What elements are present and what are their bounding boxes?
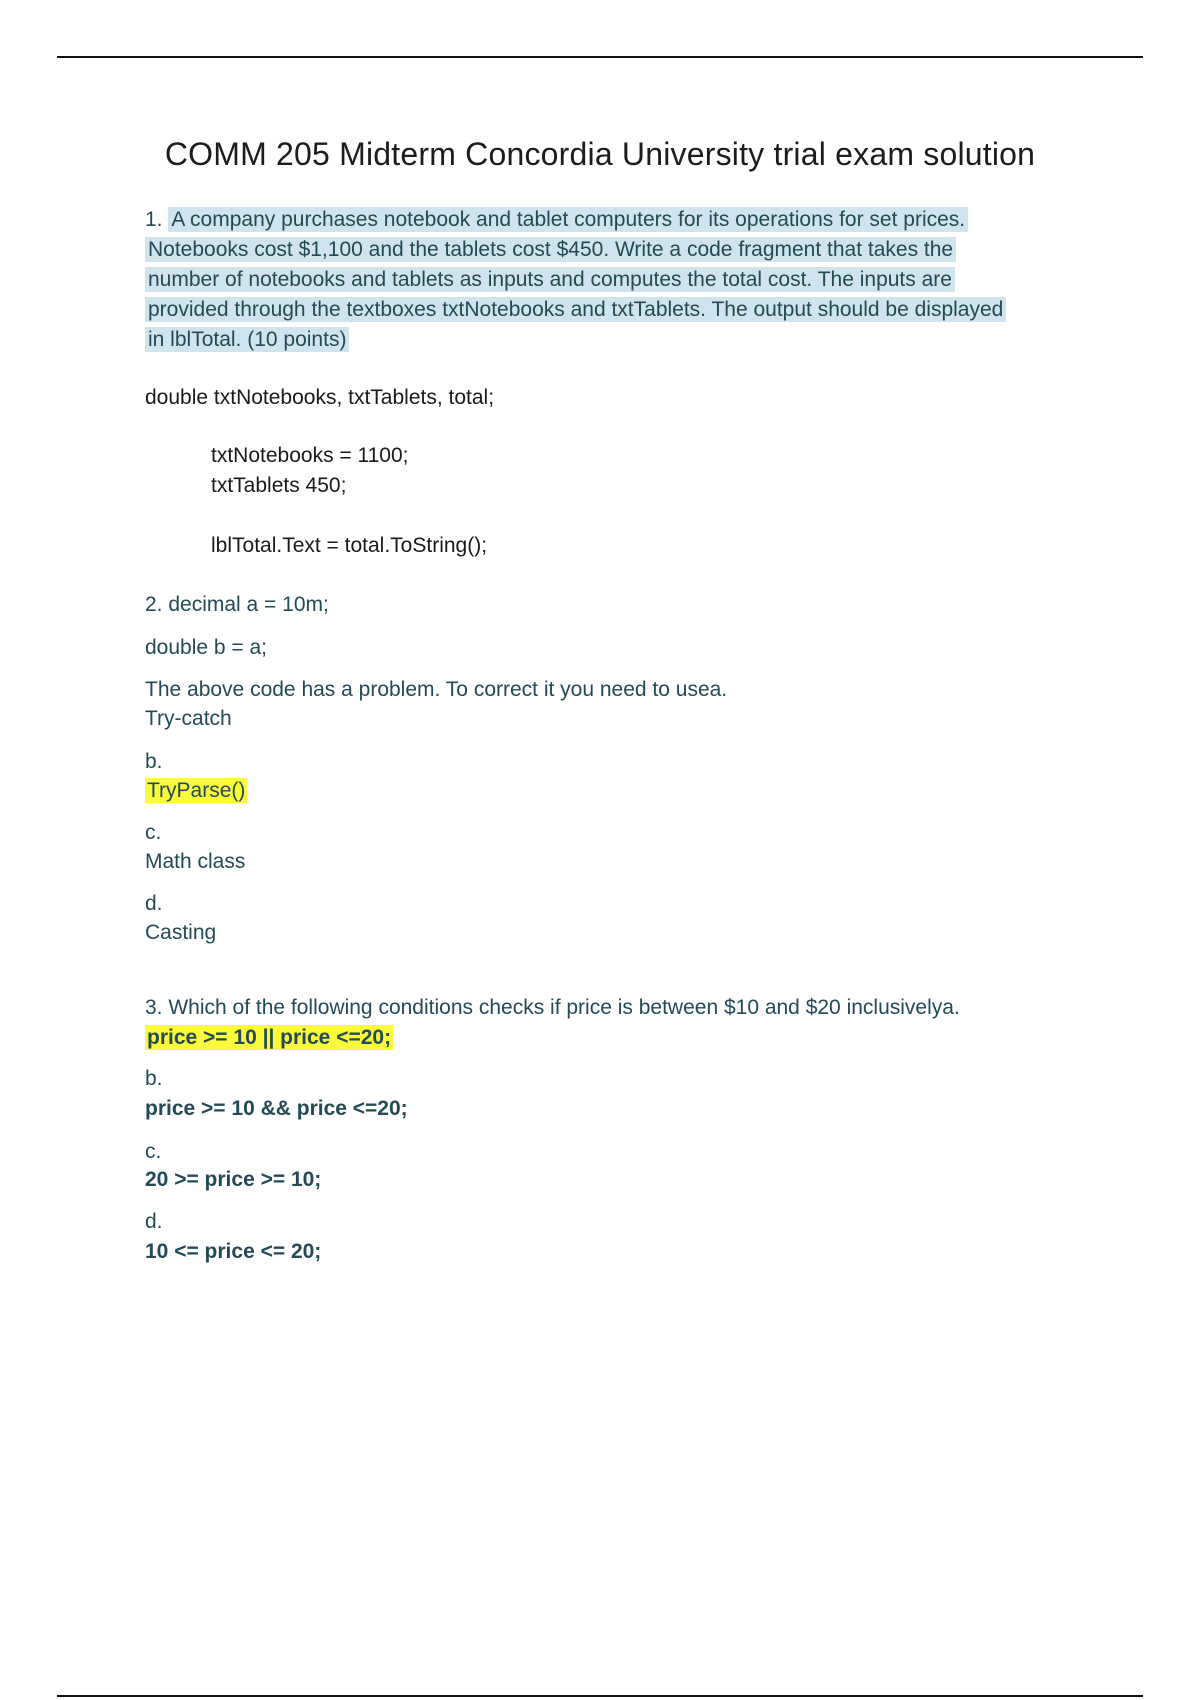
- q2-option-c: Math class: [145, 850, 246, 873]
- q1-text-line: in lblTotal. (10 points): [145, 327, 349, 352]
- q2-option-b-answer: TryParse(): [147, 779, 246, 802]
- top-rule: [57, 56, 1143, 58]
- q1-line-3: [145, 265, 1006, 295]
- code-line: txtTablets 450;: [211, 474, 347, 497]
- q3-label-c: c.: [145, 1140, 162, 1163]
- q1-text-line: Notebooks cost $1,100 and the tablets cost $450. Write a code fragment that takes the: [145, 237, 956, 262]
- q1-text-line: provided through the textboxes txtNotebooks and txtTablets. The output should be displayed: [145, 297, 1006, 322]
- q3-label-b: b.: [145, 1067, 163, 1090]
- q3-option-a-answer: price >= 10 || price <=20;: [147, 1026, 392, 1049]
- q3-option-c: 20 >= price >= 10;: [145, 1168, 322, 1191]
- q2-label-c: c.: [145, 821, 162, 844]
- q2-prompt: The above code has a problem. To correct it you need to usea.: [145, 678, 728, 701]
- question-1: [145, 205, 1006, 355]
- q2-label-d: d.: [145, 892, 163, 915]
- q1-text-line: A company purchases notebook and tablet computers for its operations for set prices.: [168, 207, 968, 232]
- code-output-line: lblTotal.Text = total.ToString();: [211, 534, 488, 557]
- q3-label-d: d.: [145, 1210, 163, 1233]
- q2-option-a: Try-catch: [145, 707, 232, 730]
- q2-line-2: double b = a;: [145, 636, 268, 659]
- code-declaration: double txtNotebooks, txtTablets, total;: [145, 386, 495, 409]
- q3-option-b: price >= 10 && price <=20;: [145, 1097, 408, 1120]
- code-line: txtNotebooks = 1100;: [211, 444, 409, 467]
- q1-text-line: number of notebooks and tablets as inputs and computes the total cost. The inputs are: [145, 267, 955, 292]
- q3-option-d: 10 <= price <= 20;: [145, 1240, 322, 1263]
- page-title: COMM 205 Midterm Concordia University trial exam solution: [164, 136, 1036, 172]
- q1-line-2: [145, 235, 1006, 265]
- q2-option-b: [145, 776, 247, 806]
- q2-option-d: Casting: [145, 921, 217, 944]
- q3-prompt: 3. Which of the following conditions checks if price is between $10 and $20 inclusivelya.: [145, 996, 960, 1019]
- q1-line-5: [145, 325, 1006, 355]
- q1-number: 1.: [145, 208, 163, 231]
- bottom-rule: [57, 1695, 1143, 1697]
- q3-option-a: [145, 1023, 393, 1053]
- q2-line-1: 2. decimal a = 10m;: [145, 593, 329, 616]
- q1-line-1: [145, 205, 1006, 235]
- q2-label-b: b.: [145, 750, 163, 773]
- q1-line-4: [145, 295, 1006, 325]
